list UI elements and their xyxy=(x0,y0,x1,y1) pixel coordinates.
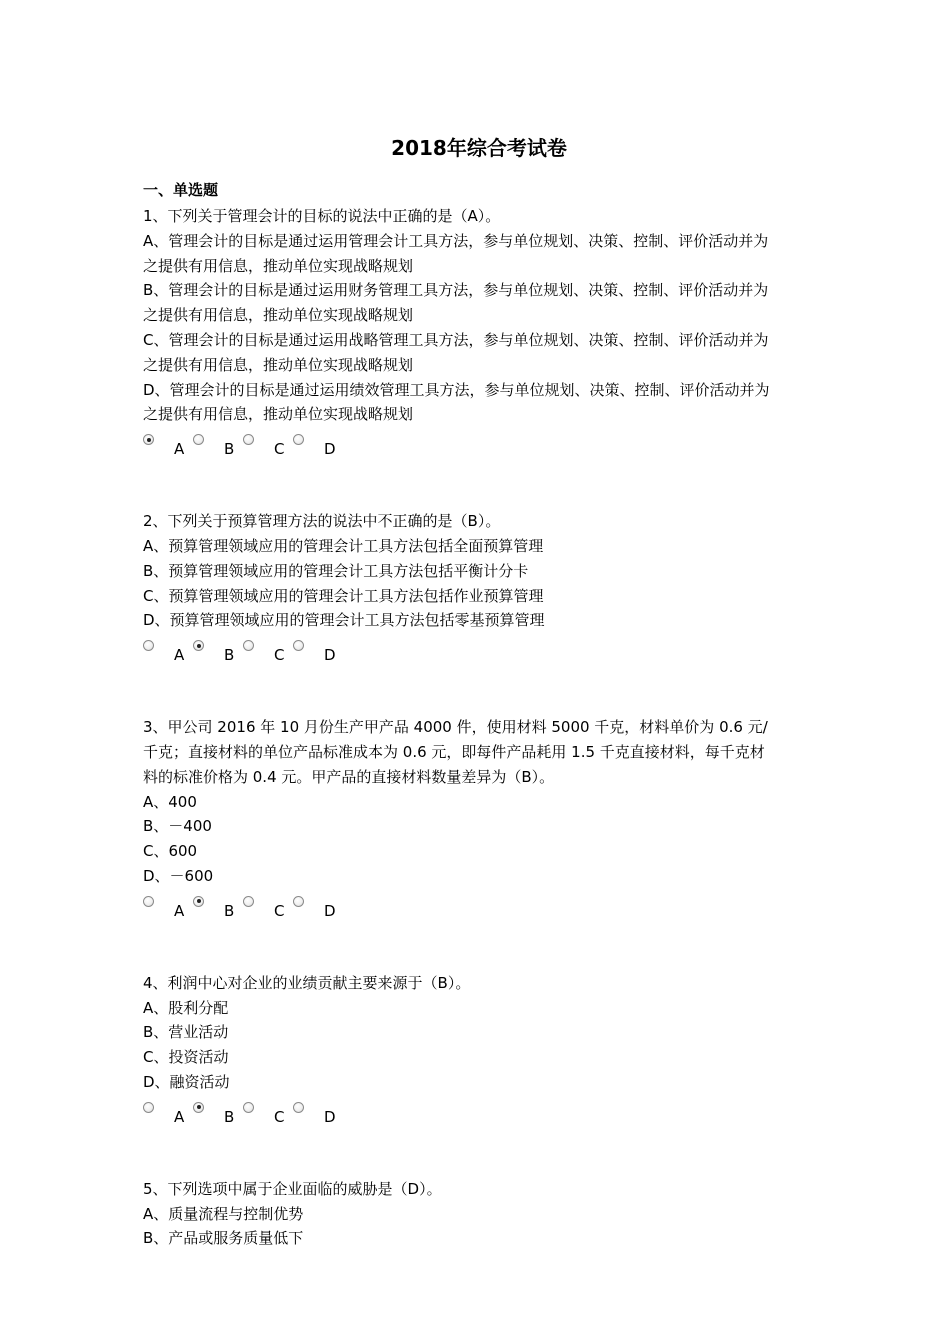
option-text: 之提供有用信息，推动单位实现战略规划 xyxy=(143,355,414,374)
option-text: 料的标准价格为 0.4 元。甲产品的直接材料数量差异为（B）。 xyxy=(143,767,555,786)
radio-label: C xyxy=(274,646,285,665)
answer-option-d[interactable] xyxy=(293,433,343,457)
radio-label: C xyxy=(274,1107,285,1126)
radio-button[interactable] xyxy=(293,1102,304,1113)
option-text: B、管理会计的目标是通过运用财务管理工具方法，参与单位规划、决策、控制、评价活动并为 xyxy=(143,281,769,300)
radio-label: B xyxy=(224,440,235,459)
question-3 xyxy=(143,715,815,971)
answer-radio-group xyxy=(143,1101,815,1127)
question-stem: 1、下列关于管理会计的目标的说法中正确的是（A）。 xyxy=(143,207,501,225)
option-text: B、预算管理领域应用的管理会计工具方法包括平衡计分卡 xyxy=(143,561,529,580)
option-text: D、管理会计的目标是通过运用绩效管理工具方法，参与单位规划、决策、控制、评价活动并为 xyxy=(143,380,770,399)
answer-option-d[interactable] xyxy=(293,895,343,919)
radio-button[interactable] xyxy=(143,434,154,445)
answer-option-a[interactable] xyxy=(143,1101,193,1125)
answer-option-a[interactable] xyxy=(143,433,193,457)
option-text: 之提供有用信息，推动单位实现战略规划 xyxy=(143,405,414,424)
radio-label: A xyxy=(174,440,185,459)
question-5 xyxy=(143,1177,815,1251)
option-text: C、管理会计的目标是通过运用战略管理工具方法，参与单位规划、决策、控制、评价活动并为 xyxy=(143,330,769,349)
radio-button[interactable] xyxy=(143,896,154,907)
radio-button[interactable] xyxy=(193,1102,204,1113)
radio-label: A xyxy=(174,646,185,665)
page-title: 2018年综合考试卷 xyxy=(391,136,567,160)
question-1 xyxy=(143,204,815,509)
question-4 xyxy=(143,971,815,1177)
radio-button[interactable] xyxy=(293,896,304,907)
answer-option-c[interactable] xyxy=(243,639,293,663)
radio-label: D xyxy=(324,901,336,920)
option-text: D、预算管理领域应用的管理会计工具方法包括零基预算管理 xyxy=(143,611,545,630)
radio-button[interactable] xyxy=(243,640,254,651)
question-2 xyxy=(143,509,815,715)
radio-label: B xyxy=(224,901,235,920)
radio-button[interactable] xyxy=(243,1102,254,1113)
option-text: A、预算管理领域应用的管理会计工具方法包括全面预算管理 xyxy=(143,536,544,555)
answer-option-b[interactable] xyxy=(193,1101,243,1125)
radio-label: D xyxy=(324,440,336,459)
radio-button[interactable] xyxy=(193,896,204,907)
option-text: A、管理会计的目标是通过运用管理会计工具方法，参与单位规划、决策、控制、评价活动并为 xyxy=(143,231,769,250)
option-text: C、投资活动 xyxy=(143,1048,229,1067)
radio-button[interactable] xyxy=(243,896,254,907)
question-list xyxy=(143,204,815,1251)
answer-option-b[interactable] xyxy=(193,639,243,663)
radio-label: C xyxy=(274,901,285,920)
question-stem: 3、甲公司 2016 年 10 月份生产甲产品 4000 件，使用材料 5000 千克，材料单价为 0.6 元/ xyxy=(143,718,768,737)
option-text: A、400 xyxy=(143,792,197,811)
radio-button[interactable] xyxy=(293,640,304,651)
question-stem: 5、下列选项中属于企业面临的威胁是（D）。 xyxy=(143,1179,442,1198)
radio-button[interactable] xyxy=(293,434,304,445)
option-text: D、融资活动 xyxy=(143,1072,230,1091)
answer-radio-group xyxy=(143,639,815,665)
option-text: C、预算管理领域应用的管理会计工具方法包括作业预算管理 xyxy=(143,586,544,605)
answer-radio-group xyxy=(143,895,815,921)
option-text: C、600 xyxy=(143,842,198,861)
question-stem: 4、利润中心对企业的业绩贡献主要来源于（B）。 xyxy=(143,973,471,992)
exam-page xyxy=(143,132,815,1251)
section-heading: 一、单选题 xyxy=(143,181,219,199)
option-text: B、产品或服务质量低下 xyxy=(143,1229,304,1248)
answer-radio-group xyxy=(143,433,815,459)
radio-label: A xyxy=(174,1107,185,1126)
answer-option-c[interactable] xyxy=(243,433,293,457)
answer-option-c[interactable] xyxy=(243,895,293,919)
radio-label: D xyxy=(324,646,336,665)
answer-option-b[interactable] xyxy=(193,895,243,919)
answer-option-b[interactable] xyxy=(193,433,243,457)
answer-option-c[interactable] xyxy=(243,1101,293,1125)
radio-label: B xyxy=(224,646,235,665)
option-text: B、－400 xyxy=(143,817,212,836)
option-text: B、营业活动 xyxy=(143,1023,229,1042)
answer-option-a[interactable] xyxy=(143,639,193,663)
option-text: 千克；直接材料的单位产品标准成本为 0.6 元，即每件产品耗用 1.5 千克直接材料，每千克材 xyxy=(143,742,765,761)
radio-button[interactable] xyxy=(143,640,154,651)
question-stem: 2、下列关于预算管理方法的说法中不正确的是（B）。 xyxy=(143,512,501,531)
answer-option-d[interactable] xyxy=(293,639,343,663)
radio-button[interactable] xyxy=(243,434,254,445)
radio-label: C xyxy=(274,440,285,459)
radio-label: D xyxy=(324,1107,336,1126)
radio-label: B xyxy=(224,1107,235,1126)
option-text: D、－600 xyxy=(143,866,214,885)
answer-option-a[interactable] xyxy=(143,895,193,919)
option-text: A、股利分配 xyxy=(143,998,229,1017)
option-text: 之提供有用信息，推动单位实现战略规划 xyxy=(143,306,414,325)
answer-option-d[interactable] xyxy=(293,1101,343,1125)
option-text: A、质量流程与控制优势 xyxy=(143,1204,304,1223)
radio-button[interactable] xyxy=(193,434,204,445)
option-text: 之提供有用信息，推动单位实现战略规划 xyxy=(143,256,414,275)
radio-label: A xyxy=(174,901,185,920)
radio-button[interactable] xyxy=(143,1102,154,1113)
radio-button[interactable] xyxy=(193,640,204,651)
